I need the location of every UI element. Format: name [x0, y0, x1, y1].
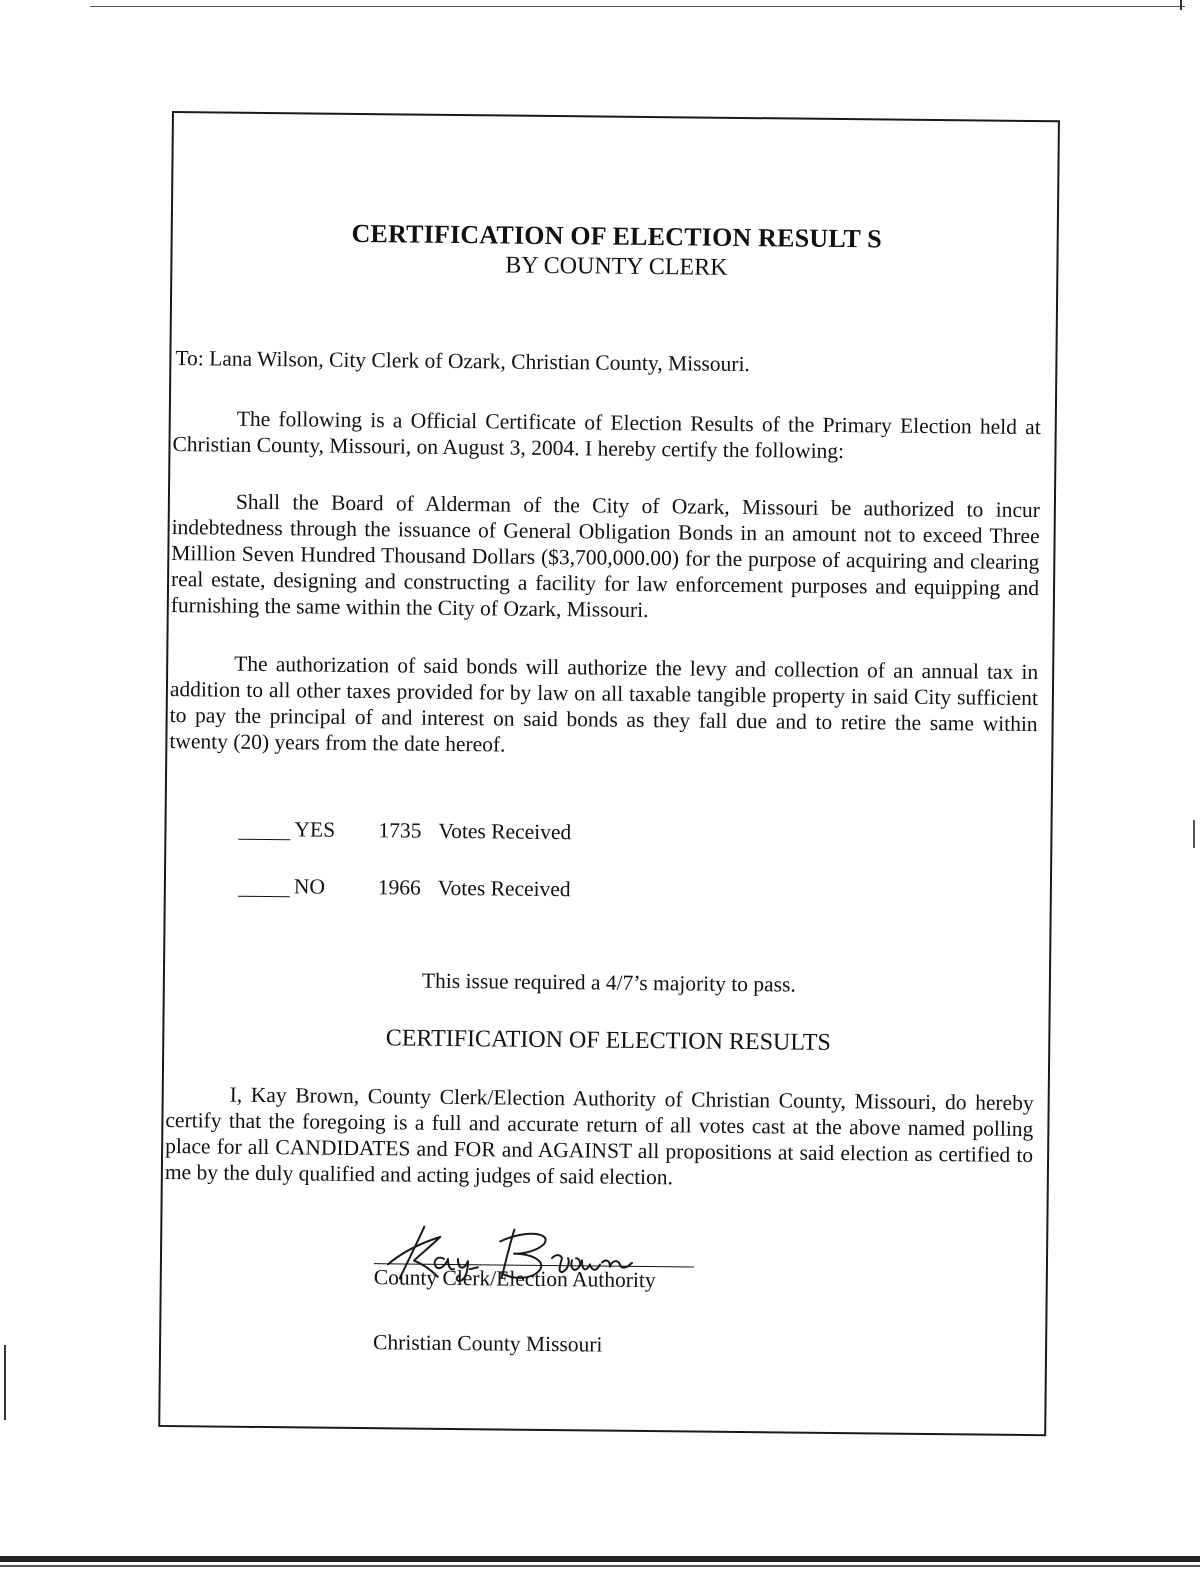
scan-edge-top — [90, 6, 1185, 7]
majority-note: This issue required a 4/7’s majority to pass. — [421, 968, 796, 997]
vote-suffix: Votes Received — [437, 875, 571, 902]
vote-choice-label: YES — [294, 817, 336, 842]
vote-count: 1735 — [378, 818, 422, 843]
vote-choice-label: NO — [293, 874, 326, 899]
scan-edge-bottom-secondary — [0, 1565, 1200, 1567]
vote-suffix: Votes Received — [438, 818, 572, 845]
intro-paragraph: The following is a Official Certificate of Election Results of the Primary Election held at Christian County, Missouri, on August 3, 2004. I hereby certify the following: — [172, 406, 1041, 464]
tax-authorization-paragraph: The authorization of said bonds will authorize the levy and collection of an annual tax in addition to all other taxes provided for by law on all taxable tangible property in said City sufficient to pay the principal of and interest on said bonds as they fall due and to retire the same within twenty (20) years from the date hereof. — [169, 651, 1039, 757]
scan-edge-bottom — [0, 1556, 1200, 1562]
scan-mark-right — [1193, 820, 1195, 848]
certificate-frame — [158, 111, 1060, 1436]
county-label: Christian County Missouri — [372, 1330, 603, 1357]
scan-mark-top-right — [1180, 0, 1182, 10]
document-title: CERTIFICATION OF ELECTION RESULT S — [351, 218, 883, 254]
certificate-content — [160, 113, 1058, 1434]
ballot-question-paragraph: Shall the Board of Alderman of the City of Ozark, Missouri be authorized to incur indebtedness through the issuance of General Obligation Bonds in an amount not to exceed Three Million Seven Hundred Thousand Dollars ($3,700,000.00) for the purpose of acquiring and clearing real estate, designing and constructing a facility for law enforcement purposes and equipping and furnishing the same within the City of Ozark, Missouri. — [170, 489, 1040, 623]
vote-blank-line — [238, 839, 290, 841]
vote-blank-line — [238, 896, 290, 898]
certification-paragraph: I, Kay Brown, County Clerk/Election Authority of Christian County, Missouri, do hereby certify that the foregoing is a full and accurate return of all votes cast at the above named polling place for all CANDIDATES and FOR and AGAINST all propositions at said election as certified to me by the duly qualified and acting judges of said election. — [164, 1082, 1034, 1190]
document-subtitle: BY COUNTY CLERK — [505, 252, 728, 281]
certification-heading: CERTIFICATION OF ELECTION RESULTS — [385, 1025, 831, 1056]
signature-caption: County Clerk/Election Authority — [373, 1265, 656, 1293]
vote-count: 1966 — [377, 875, 422, 900]
recipient-line: To: Lana Wilson, City Clerk of Ozark, Christian County, Missouri. — [175, 346, 751, 377]
scan-mark-left — [4, 1345, 6, 1420]
